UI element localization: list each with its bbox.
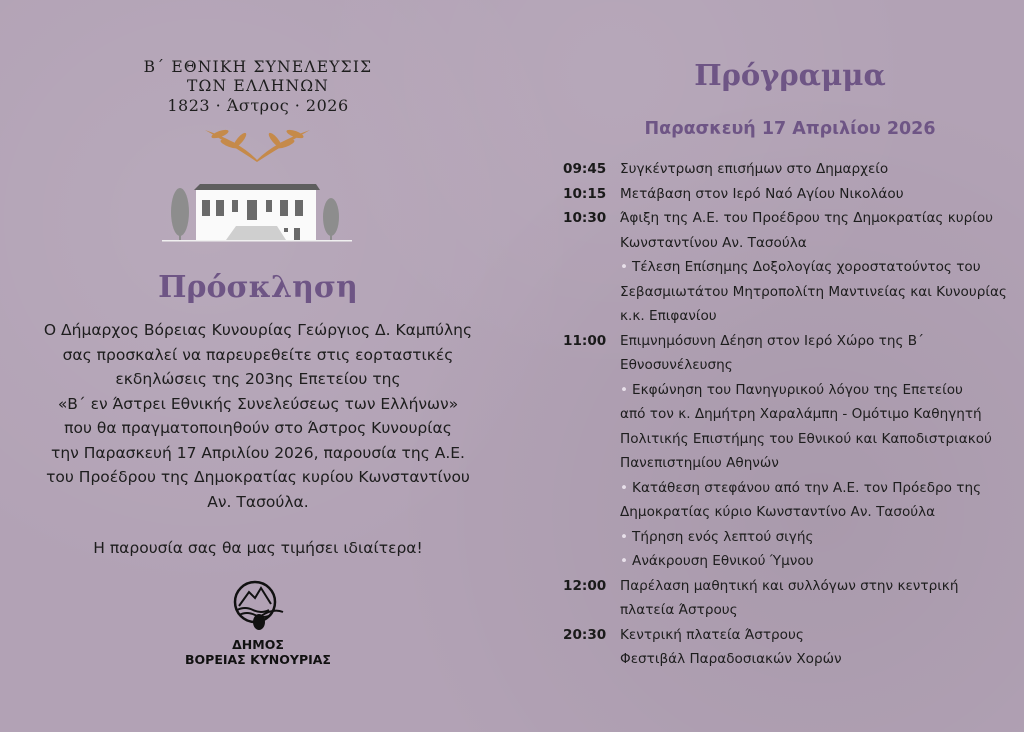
text-line: «Β΄ εν Άστρει Εθνικής Συνελεύσεως των Ελλήνων» bbox=[57, 394, 459, 413]
schedule-time bbox=[563, 427, 620, 452]
text-line: εκδηλώσεις της 203ης Επετείου της bbox=[115, 370, 401, 388]
schedule-text: Σεβασμιωτάτου Μητροπολίτη Μαντινείας και Κυνουρίας bbox=[620, 283, 1007, 300]
title-line: ΤΩΝ ΕΛΛΗΝΩΝ bbox=[186, 77, 330, 95]
schedule-text: Κωνσταντίνου Αν. Τασούλα bbox=[620, 234, 807, 251]
schedule-text: Παρέλαση μαθητική και συλλόγων στην κεντρική bbox=[620, 577, 959, 594]
schedule-text: Εκφώνηση του Πανηγυρικού λόγου της Επετείου bbox=[632, 381, 963, 398]
schedule-text: Επιμνημόσυνη Δέηση στον Ιερό Χώρο της Β΄ bbox=[620, 332, 924, 349]
schedule-row bbox=[563, 525, 1007, 550]
schedule-time: 11:00 bbox=[563, 332, 607, 349]
schedule-time: 10:30 bbox=[563, 210, 607, 226]
text-line: την Παρασκευή 17 Απριλίου 2026, παρουσία της Α.Ε. bbox=[51, 443, 465, 462]
text-line: ΒΟΡΕΙΑΣ ΚΥΝΟΥΡΙΑΣ bbox=[185, 652, 331, 667]
schedule-row bbox=[563, 623, 1007, 648]
schedule-row bbox=[563, 451, 1007, 476]
schedule-text: Μετάβαση στον Ιερό Ναό Αγίου Νικολάου bbox=[620, 185, 904, 202]
schedule-text: Δημοκρατίας κύριο Κωνσταντίνο Αν. Τασούλα bbox=[620, 504, 936, 520]
schedule-row bbox=[563, 500, 1007, 525]
schedule-time: 20:30 bbox=[563, 626, 607, 643]
program-heading: Πρόγραμμα bbox=[694, 58, 886, 92]
schedule-row bbox=[563, 378, 1007, 403]
municipality-logo-icon bbox=[231, 578, 285, 632]
bullet-icon: • bbox=[620, 479, 629, 496]
text-line: του Προέδρου της Δημοκρατίας κυρίου Κωνσταντίνου bbox=[46, 468, 470, 486]
schedule-row bbox=[563, 598, 1007, 623]
invitation-text bbox=[0, 318, 516, 514]
schedule-row bbox=[563, 206, 1007, 231]
schedule-time bbox=[563, 598, 620, 623]
schedule-text: Εθνοσυνέλευσης bbox=[620, 357, 733, 373]
text-line: που θα πραγματοποιηθούν στο Άστρος Κυνουρίας bbox=[64, 419, 452, 437]
schedule-text: Πολιτικής Επιστήμης του Εθνικού και Καποδιστριακού bbox=[620, 430, 992, 447]
schedule-row bbox=[563, 231, 1007, 256]
schedule-text: κ.κ. Επιφανίου bbox=[620, 308, 717, 324]
schedule-text: πλατεία Άστρους bbox=[620, 602, 738, 618]
schedule-time bbox=[563, 255, 620, 280]
title-line: 1823 · Άστρος · 2026 bbox=[167, 96, 349, 115]
bullet-icon: • bbox=[620, 381, 629, 398]
title-line: Β΄ ΕΘΝΙΚΗ ΣΥΝΕΛΕΥΣΙΣ bbox=[143, 58, 373, 76]
bullet-icon: • bbox=[620, 528, 629, 545]
schedule-time: 09:45 bbox=[563, 161, 607, 177]
building-emblem-icon bbox=[160, 122, 355, 242]
schedule-row bbox=[563, 157, 1007, 182]
schedule-time bbox=[563, 304, 620, 329]
invitation-heading: Πρόσκληση bbox=[158, 270, 358, 305]
schedule-time bbox=[563, 231, 620, 256]
event-title bbox=[0, 58, 516, 115]
schedule-text: Κεντρική πλατεία Άστρους bbox=[620, 626, 804, 643]
schedule-row bbox=[563, 182, 1007, 207]
text-line: Ο Δήμαρχος Βόρειας Κυνουρίας Γεώργιος Δ. Καμπύλης bbox=[43, 321, 473, 339]
schedule-text: Φεστιβάλ Παραδοσιακών Χορών bbox=[620, 651, 842, 667]
bullet-icon: • bbox=[620, 259, 629, 275]
schedule-time bbox=[563, 525, 620, 550]
text-line: σας προσκαλεί να παρευρεθείτε στις εορταστικές bbox=[62, 345, 454, 364]
program-panel bbox=[516, 0, 1024, 732]
schedule-text: Πανεπιστημίου Αθηνών bbox=[620, 455, 779, 471]
municipality-name bbox=[0, 637, 516, 667]
schedule-text: Τέλεση Επίσημης Δοξολογίας χοροστατούντος του bbox=[632, 259, 981, 275]
closing-text: Η παρουσία σας θα μας τιμήσει ιδιαίτερα! bbox=[93, 539, 423, 557]
schedule-row bbox=[563, 476, 1007, 501]
schedule-row bbox=[563, 353, 1007, 378]
schedule-row bbox=[563, 402, 1007, 427]
schedule-time bbox=[563, 353, 620, 378]
schedule-text: από τον κ. Δημήτρη Χαραλάμπη - Ομότιμο Καθηγητή bbox=[620, 406, 982, 422]
schedule-row bbox=[563, 280, 1007, 305]
laurel-icon bbox=[205, 128, 310, 162]
bullet-icon: • bbox=[620, 553, 629, 569]
schedule-time bbox=[563, 549, 620, 574]
schedule-text: Τήρηση ενός λεπτού σιγής bbox=[632, 528, 814, 545]
schedule-time bbox=[563, 476, 620, 501]
schedule-time bbox=[563, 647, 620, 672]
schedule-text: Ανάκρουση Εθνικού Ύμνου bbox=[632, 553, 814, 569]
schedule-list bbox=[563, 157, 1007, 672]
text-line: ΔΗΜΟΣ bbox=[232, 637, 284, 652]
schedule-row bbox=[563, 574, 1007, 599]
schedule-time: 12:00 bbox=[563, 577, 607, 594]
schedule-row bbox=[563, 647, 1007, 672]
schedule-row bbox=[563, 304, 1007, 329]
schedule-time bbox=[563, 500, 620, 525]
schedule-time: 10:15 bbox=[563, 185, 607, 202]
schedule-row bbox=[563, 427, 1007, 452]
schedule-time bbox=[563, 378, 620, 403]
schedule-text: Συγκέντρωση επισήμων στο Δημαρχείο bbox=[620, 161, 889, 177]
schedule-time bbox=[563, 451, 620, 476]
program-date: Παρασκευή 17 Απριλίου 2026 bbox=[644, 119, 936, 139]
schedule-time bbox=[563, 280, 620, 305]
schedule-row bbox=[563, 549, 1007, 574]
schedule-text: Κατάθεση στεφάνου από την Α.Ε. τον Πρόεδρο της bbox=[632, 479, 982, 496]
schedule-time bbox=[563, 402, 620, 427]
text-line: Αν. Τασούλα. bbox=[207, 492, 309, 511]
schedule-text: Άφιξη της Α.Ε. του Προέδρου της Δημοκρατίας κυρίου bbox=[620, 210, 994, 226]
schedule-row bbox=[563, 255, 1007, 280]
schedule-row bbox=[563, 329, 1007, 354]
